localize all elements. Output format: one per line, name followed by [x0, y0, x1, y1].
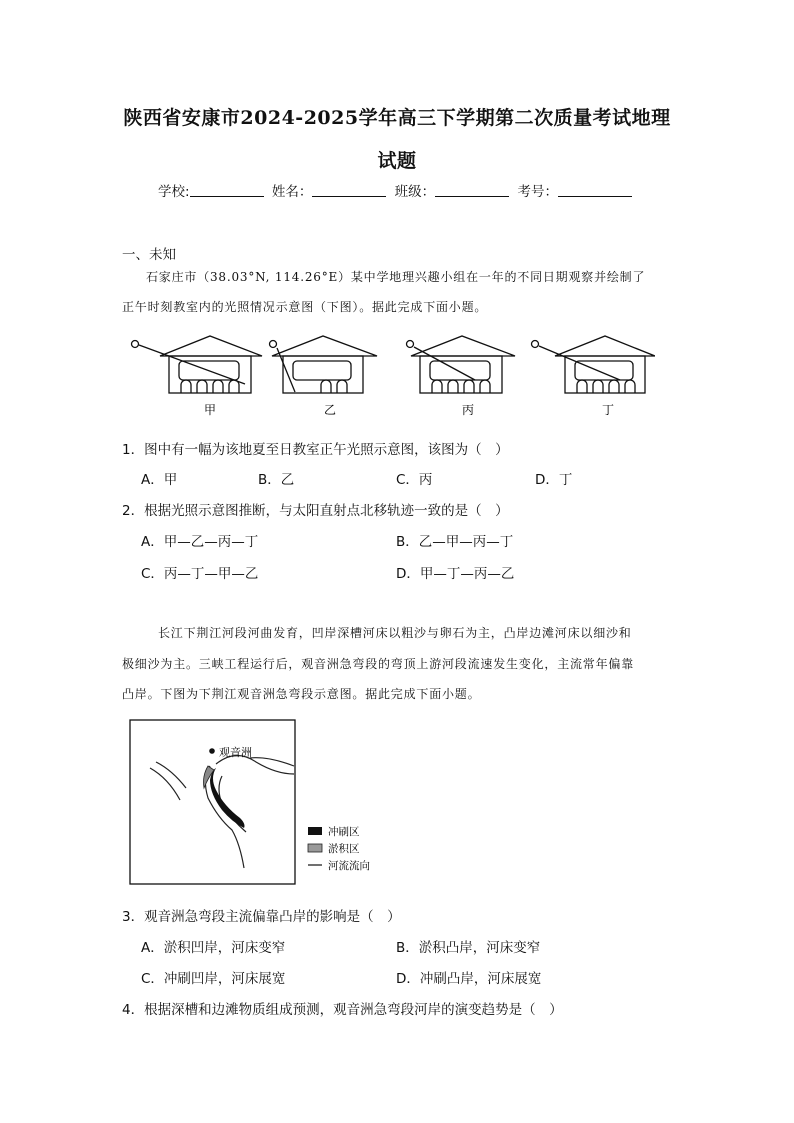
passage-2-line-2: 极细沙为主。三峡工程运行后，观音洲急弯段的弯顶上游河段流速发生变化，主流常年偏靠	[122, 657, 635, 671]
q1-option-b[interactable]: B．乙	[258, 472, 295, 488]
figure-label-jia: 甲	[203, 403, 217, 417]
passage-1-line-2: 正午时刻教室内的光照情况示意图（下图）。据此完成下面小题。	[122, 300, 488, 314]
section-heading: 一、未知	[122, 247, 176, 263]
classroom-diagram-jia	[132, 336, 263, 393]
scour-area	[210, 768, 245, 828]
classroom-diagram-bing	[407, 336, 516, 393]
school-blank[interactable]	[190, 183, 264, 197]
river-bend-map	[128, 718, 383, 888]
legend-swatch-scour	[308, 827, 322, 835]
q2-option-b[interactable]: B．乙—甲—丙—丁	[396, 534, 514, 550]
class-label: 班级：	[394, 184, 436, 200]
legend-label-scour: 冲刷区	[328, 826, 360, 838]
passage-2-line-1: 长江下荆江河段河曲发育，凹岸深槽河床以粗沙与卵石为主，凸岸边滩河床以细沙和	[158, 626, 632, 640]
page-title: 陕西省安康市2024-2025学年高三下学期第二次质量考试地理	[123, 107, 671, 129]
classroom-sunlight-figure	[125, 332, 655, 422]
student-info-line	[0, 180, 794, 200]
river-bank-line	[150, 768, 180, 800]
map-frame	[130, 720, 295, 884]
legend-label-flow: 河流流向	[328, 860, 370, 872]
legend-label-deposition: 淤积区	[328, 843, 360, 855]
q2-option-d[interactable]: D．甲—丁—丙—乙	[396, 566, 515, 582]
passage-1-line-1: 石家庄市（38.03°N, 114.26°E）某中学地理兴趣小组在一年的不同日期观察并绘制了	[146, 270, 646, 284]
school-label: 学校:	[158, 184, 190, 200]
q1-option-c[interactable]: C．丙	[396, 472, 433, 488]
question-4-stem: 4．根据深槽和边滩物质组成预测，观音洲急弯段河岸的演变趋势是（ ）	[122, 1002, 563, 1018]
question-1-stem: 1．图中有一幅为该地夏至日教室正午光照示意图，该图为（ ）	[122, 442, 509, 458]
passage-2-line-3: 凸岸。下图为下荆江观音洲急弯段示意图。据此完成下面小题。	[122, 687, 481, 701]
classroom-diagram-ding	[532, 336, 656, 393]
q2-option-a[interactable]: A．甲—乙—丙—丁	[141, 534, 259, 550]
id-blank[interactable]	[558, 183, 632, 197]
question-2-stem: 2．根据光照示意图推断，与太阳直射点北移轨迹一致的是（ ）	[122, 503, 509, 519]
id-label: 考号：	[517, 184, 558, 200]
class-blank[interactable]	[435, 183, 509, 197]
figure-label-ding: 丁	[601, 403, 615, 417]
q3-option-b[interactable]: B．淤积凸岸，河床变窄	[396, 940, 541, 956]
q1-option-a[interactable]: A．甲	[141, 472, 178, 488]
page-title-continued: 试题	[377, 150, 417, 172]
q3-option-a[interactable]: A．淤积凹岸，河床变窄	[141, 940, 286, 956]
figure-label-bing: 丙	[461, 403, 475, 417]
q1-option-d[interactable]: D．丁	[535, 472, 573, 488]
q3-option-d[interactable]: D．冲刷凸岸，河床展宽	[396, 971, 542, 987]
name-blank[interactable]	[312, 183, 386, 197]
guanyinzhou-marker	[209, 748, 215, 754]
guanyinzhou-label: 观音洲	[219, 746, 252, 759]
question-3-stem: 3．观音洲急弯段主流偏靠凸岸的影响是（ ）	[122, 909, 401, 925]
q3-option-c[interactable]: C．冲刷凹岸，河床展宽	[141, 971, 286, 987]
q2-option-c[interactable]: C．丙—丁—甲—乙	[141, 566, 259, 582]
name-label: 姓名：	[271, 184, 313, 200]
figure-label-yi: 乙	[323, 403, 337, 417]
legend-swatch-deposition	[308, 844, 322, 852]
classroom-diagram-yi	[270, 336, 378, 393]
